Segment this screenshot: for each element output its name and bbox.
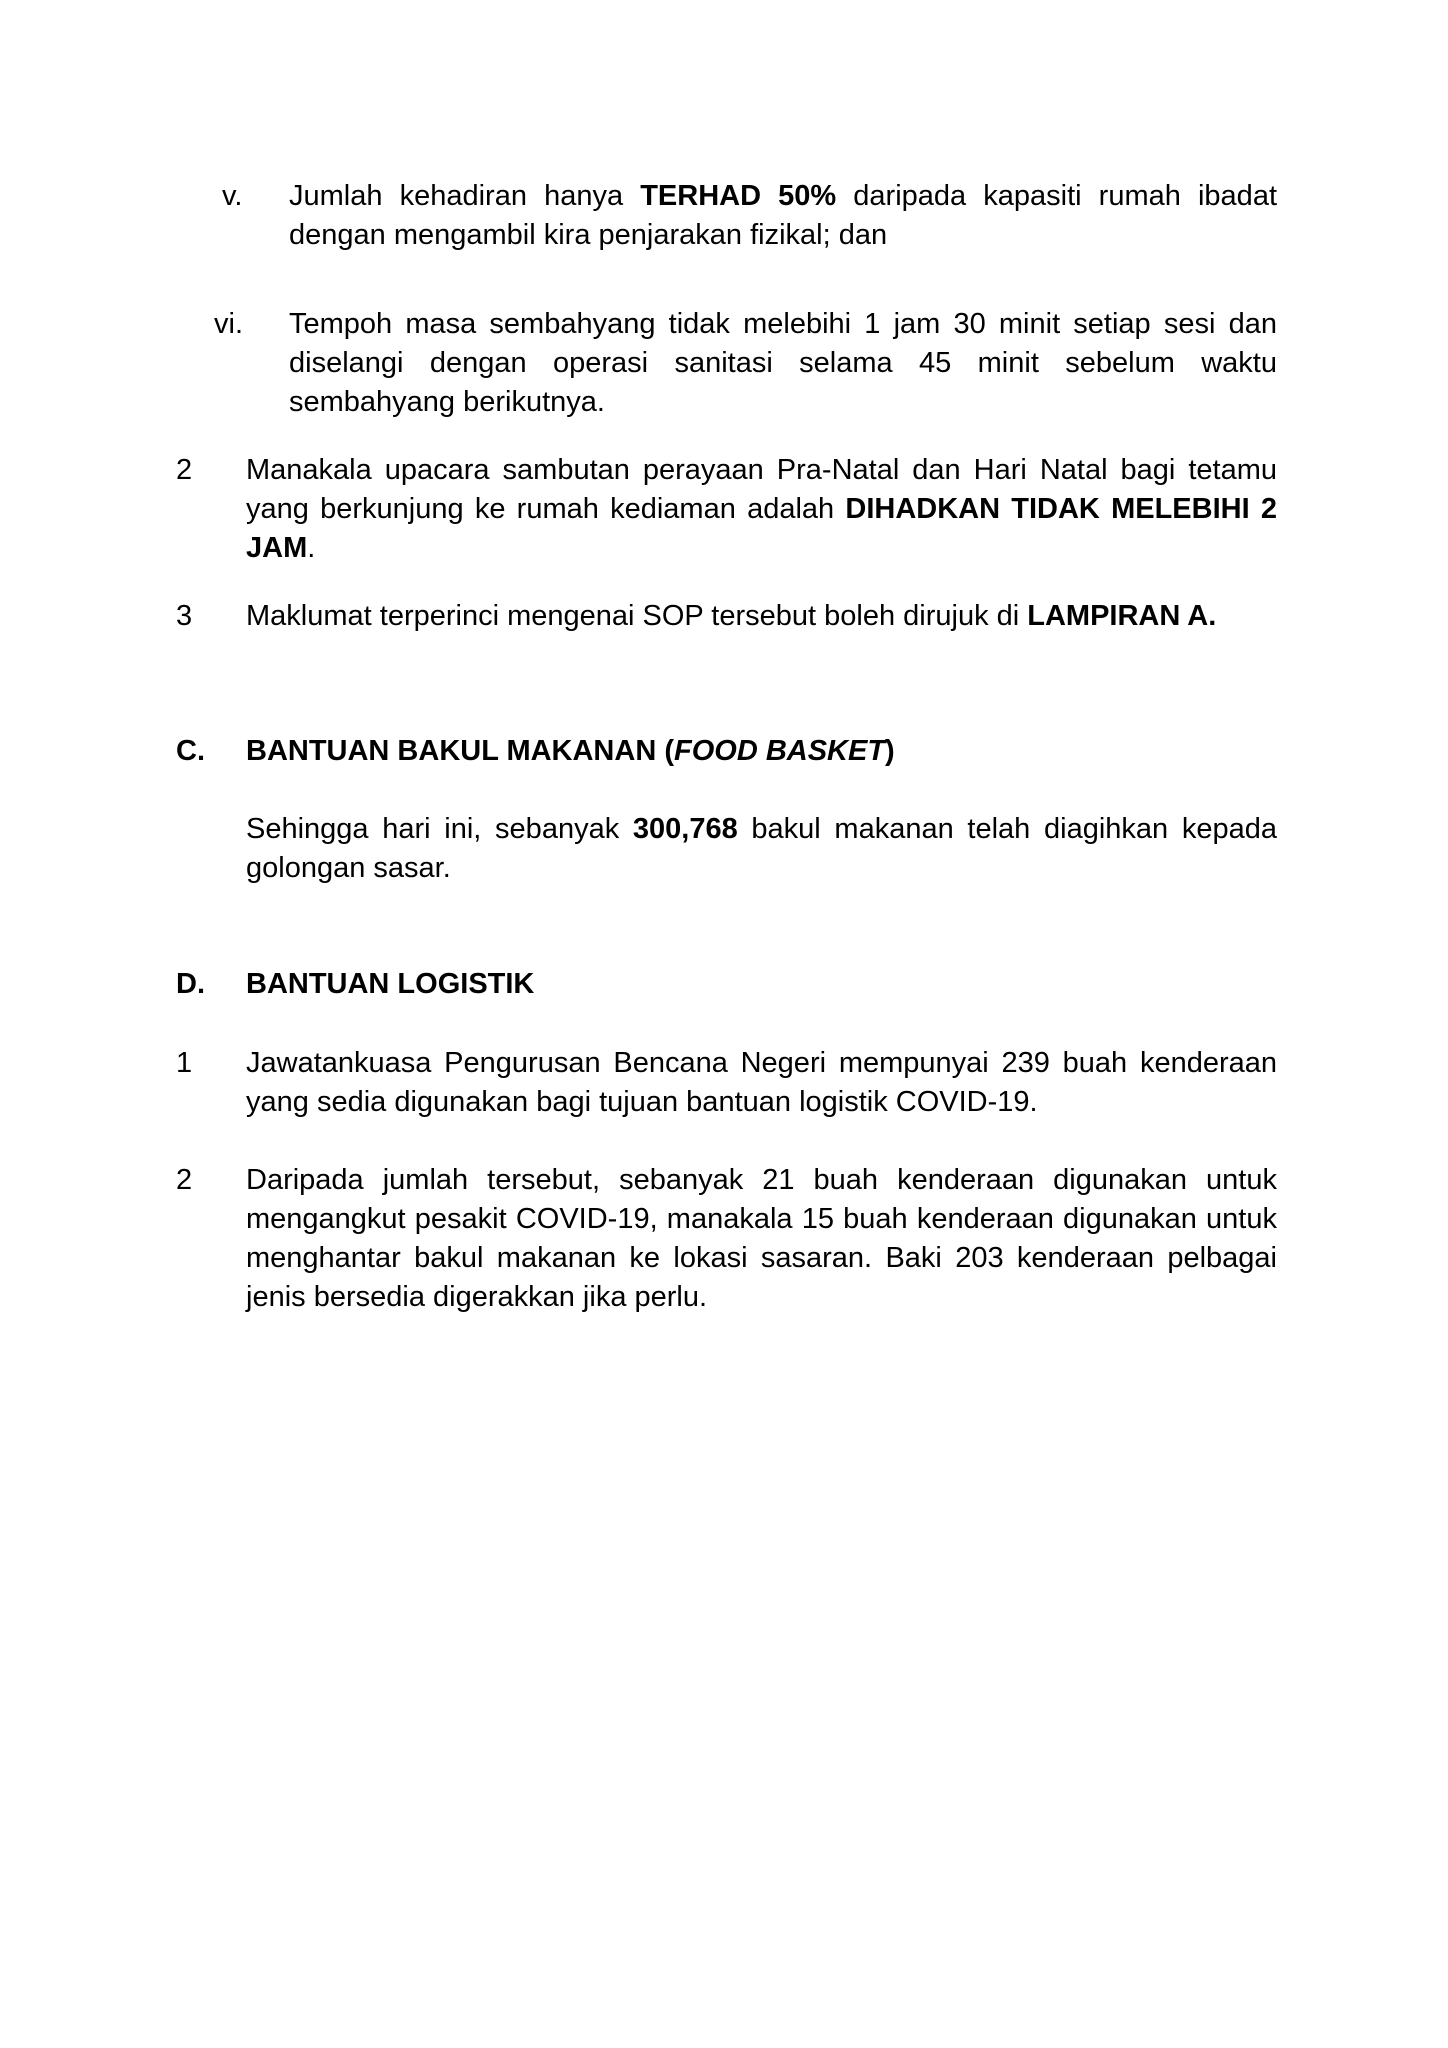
item-vi-marker: vi. [214,308,243,340]
para-3-number: 3 [176,600,193,632]
section-d-letter: D. [176,968,205,1000]
section-d-para-1-text: Jawatankuasa Pengurusan Bencana Negeri mempunyai 239 buah kenderaan yang sedia digunakan bagi tujuan bantuan logistik COVID-19. [246,1047,1277,1118]
item-v-text: Jumlah kehadiran hanya TERHAD 50% daripada kapasiti rumah ibadat dengan mengambil kira penjarakan fizikal; dan [289,180,1277,251]
para-2-number: 2 [176,454,193,486]
section-d-para-1-number: 1 [176,1047,193,1079]
item-v-marker: v. [222,180,243,212]
section-c-title: BANTUAN BAKUL MAKANAN (FOOD BASKET) [246,735,895,767]
para-3-text: Maklumat terperinci mengenai SOP tersebut boleh dirujuk di LAMPIRAN A. [246,600,1217,632]
section-d-title: BANTUAN LOGISTIK [246,968,535,1000]
section-d-para-2-text: Daripada jumlah tersebut, sebanyak 21 buah kenderaan digunakan untuk mengangkut pesakit COVID-19, manakala 15 buah kenderaan digunakan untuk menghantar bakul makanan ke lokasi sasaran. Baki 203 kenderaan pelbagai jenis bersedia digerakkan jika perlu. [246,1164,1277,1313]
section-c-letter: C. [176,735,205,767]
para-2-text: Manakala upacara sambutan perayaan Pra-Natal dan Hari Natal bagi tetamu yang berkunjung ke rumah kediaman adalah DIHADKAN TIDAK MELEBIHI 2 JAM. [246,454,1277,564]
section-c-body: Sehingga hari ini, sebanyak 300,768 bakul makanan telah diagihkan kepada golongan sasar. [246,813,1277,884]
section-d-para-2-number: 2 [176,1164,193,1196]
item-vi-text: Tempoh masa sembahyang tidak melebihi 1 jam 30 minit setiap sesi dan diselangi dengan operasi sanitasi selama 45 minit sebelum waktu sembahyang berikutnya. [289,308,1277,418]
